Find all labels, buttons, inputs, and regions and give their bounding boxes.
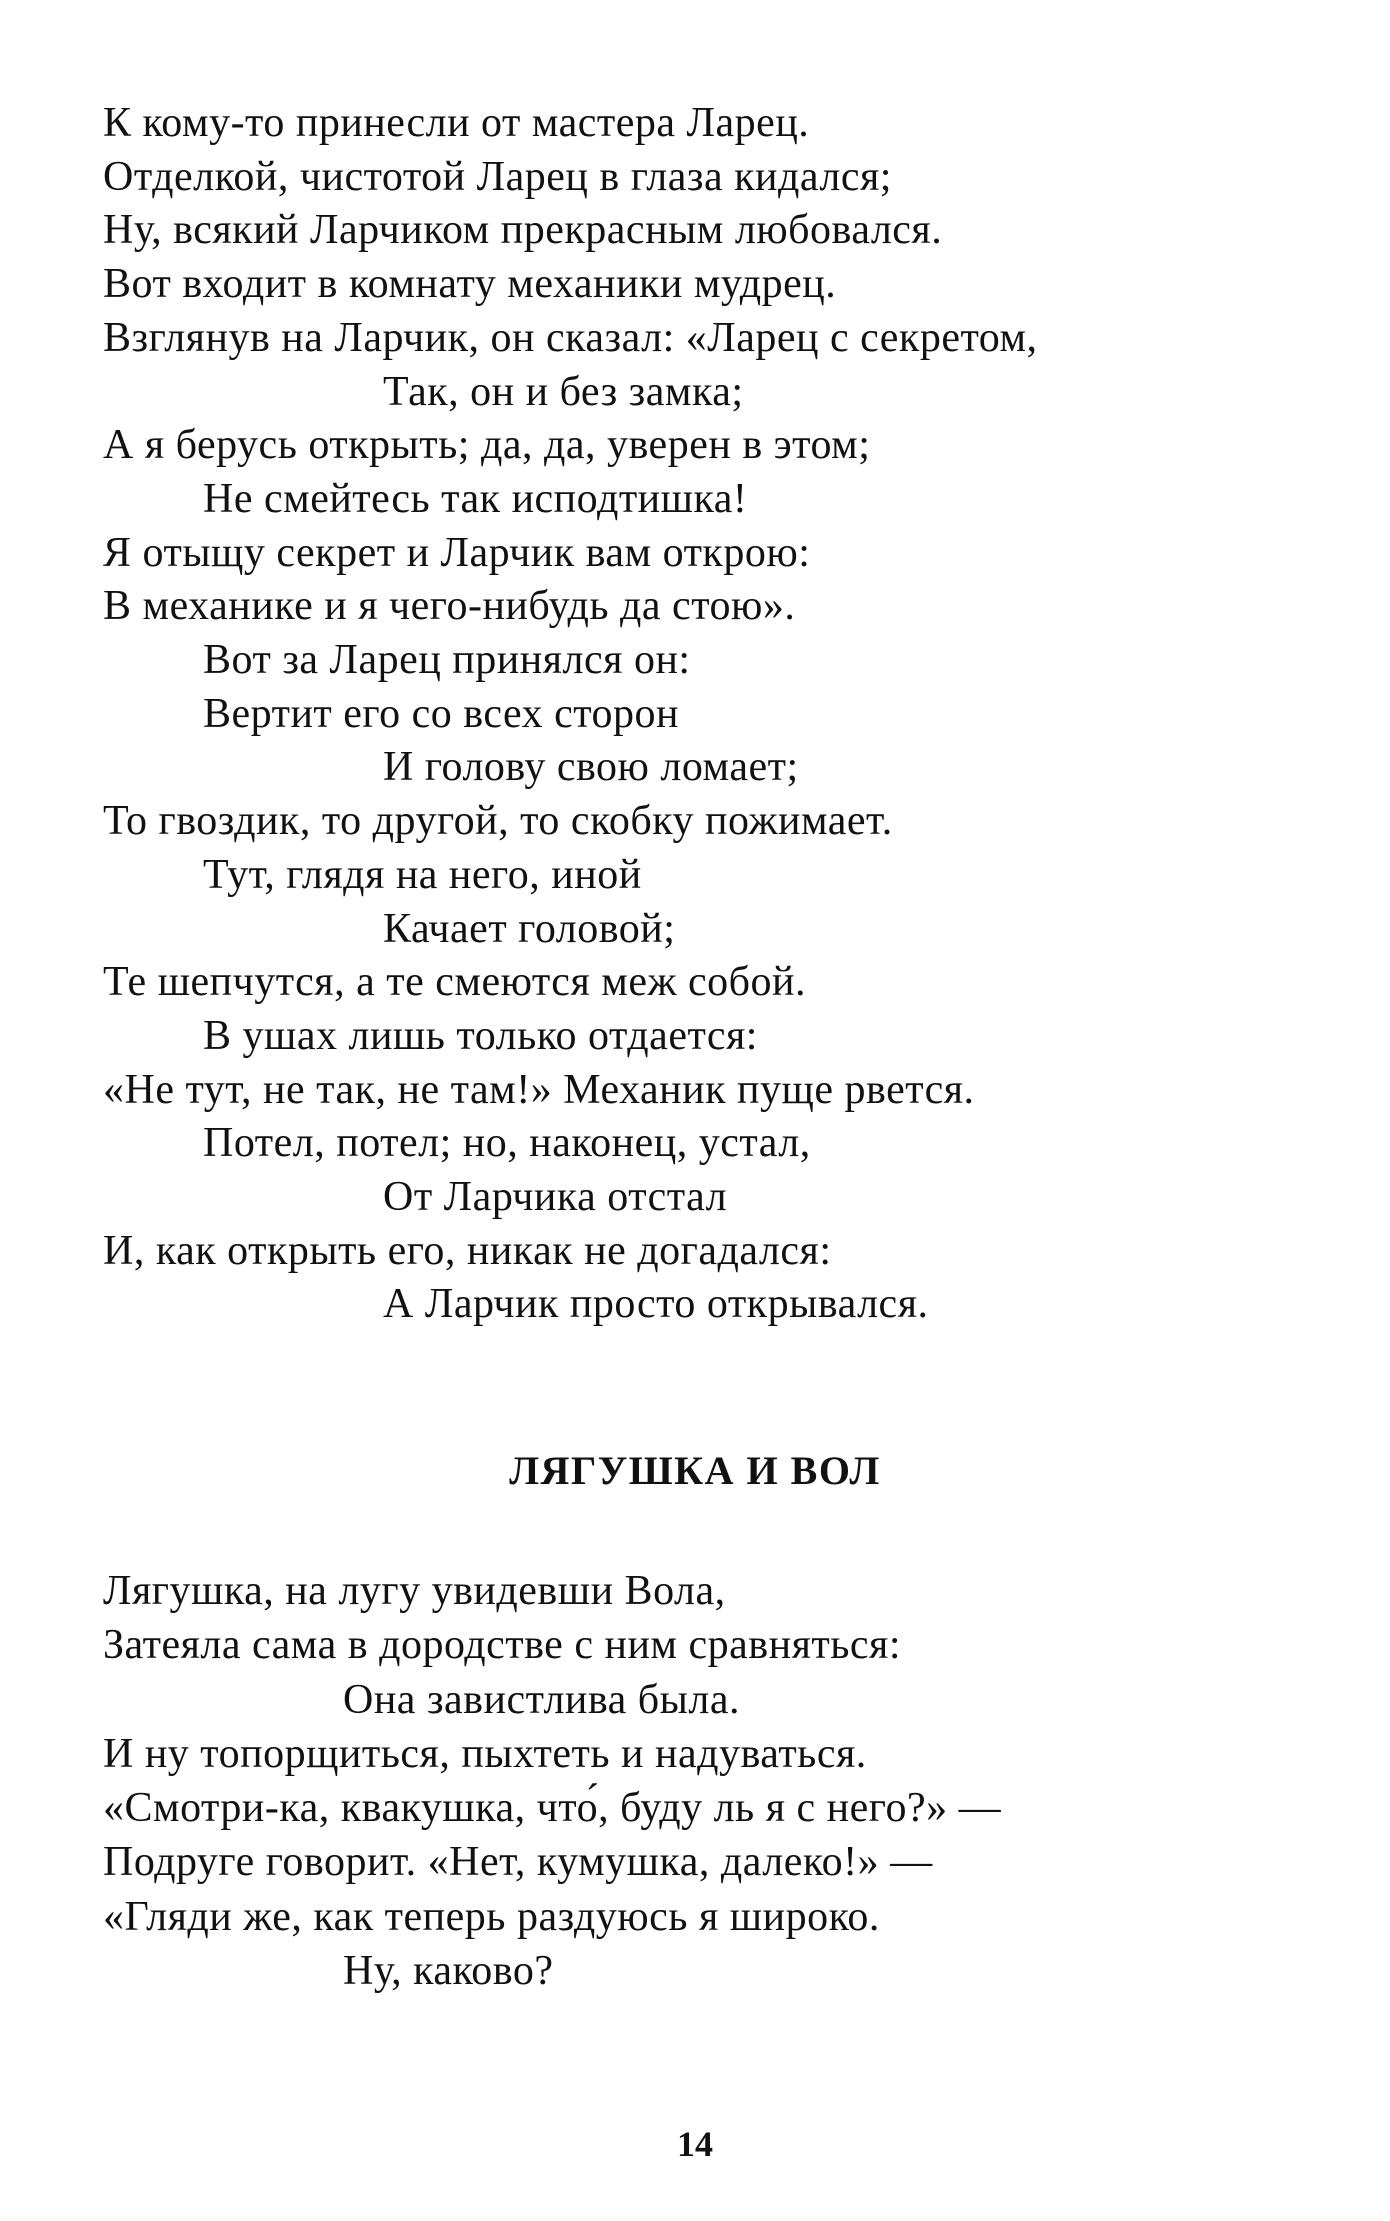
poem-line: Затеяла сама в дородстве с ним сравняться: bbox=[103, 1622, 902, 1669]
poem-line: А Ларчик просто открывался. bbox=[383, 1281, 929, 1328]
poem-title: ЛЯГУШКА И ВОЛ bbox=[509, 1448, 881, 1493]
poem-line: Тут, глядя на него, иной bbox=[203, 851, 642, 898]
poem-line: Так, он и без замка; bbox=[383, 368, 744, 415]
poem-line: То гвоздик, то другой, то скобку пожимает. bbox=[103, 798, 893, 845]
poem-line: Потел, потел; но, наконец, устал, bbox=[203, 1120, 811, 1167]
poem-line: И, как открыть его, никак не догадался: bbox=[103, 1227, 832, 1274]
poem-line: Качает головой; bbox=[383, 905, 676, 952]
poem-line: Взглянув на Ларчик, он сказал: «Ларец с секретом, bbox=[103, 314, 1038, 361]
poem-line: Не смейтесь так исподтишка! bbox=[203, 475, 748, 522]
poem-lyagushka-i-vol bbox=[103, 1564, 1303, 1998]
poem-line: Те шепчутся, а те смеются меж собой. bbox=[103, 959, 806, 1006]
poem-larchik bbox=[103, 97, 1303, 1332]
poem-line: Вот за Ларец принялся он: bbox=[203, 637, 691, 684]
poem-line: «Не тут, не так, не там!» Механик пуще рвется. bbox=[103, 1066, 975, 1113]
poem-line: Вертит его со всех сторон bbox=[203, 690, 679, 737]
poem-line: Она завистлива была. bbox=[343, 1676, 740, 1723]
poem-line: Подруге говорит. «Нет, кумушка, далеко!» — bbox=[103, 1839, 933, 1886]
poem-line: А я берусь открыть; да, да, уверен в этом; bbox=[103, 422, 871, 469]
poem-line: В ушах лишь только отдается: bbox=[203, 1012, 758, 1059]
poem-line: И ну топорщиться, пыхтеть и надуваться. bbox=[103, 1730, 867, 1777]
poem-line: Лягушка, на лугу увидевши Вола, bbox=[103, 1568, 726, 1614]
poem-line: Отделкой, чистотой Ларец в глаза кидался; bbox=[103, 153, 892, 200]
poem-line: Вот входит в комнату механики мудрец. bbox=[103, 261, 837, 308]
poem-line: Ну, всякий Ларчиком прекрасным любовался. bbox=[103, 207, 943, 254]
poem-line: «Смотри-ка, квакушка, что́, буду ль я с него?» — bbox=[103, 1785, 1002, 1832]
poem-line: К кому-то принесли от мастера Ларец. bbox=[103, 100, 810, 146]
page-number: 14 bbox=[677, 2124, 713, 2164]
poem-line: В механике и я чего-нибудь да стою». bbox=[103, 583, 796, 630]
poem-line: И голову свою ломает; bbox=[383, 744, 799, 791]
poem-line: Я отыщу секрет и Ларчик вам открою: bbox=[103, 529, 811, 576]
poem-line: «Гляди же, как теперь раздуюсь я широко. bbox=[103, 1893, 880, 1940]
poem-line: Ну, каково? bbox=[343, 1948, 554, 1995]
poem-line: От Ларчика отстал bbox=[383, 1174, 728, 1221]
